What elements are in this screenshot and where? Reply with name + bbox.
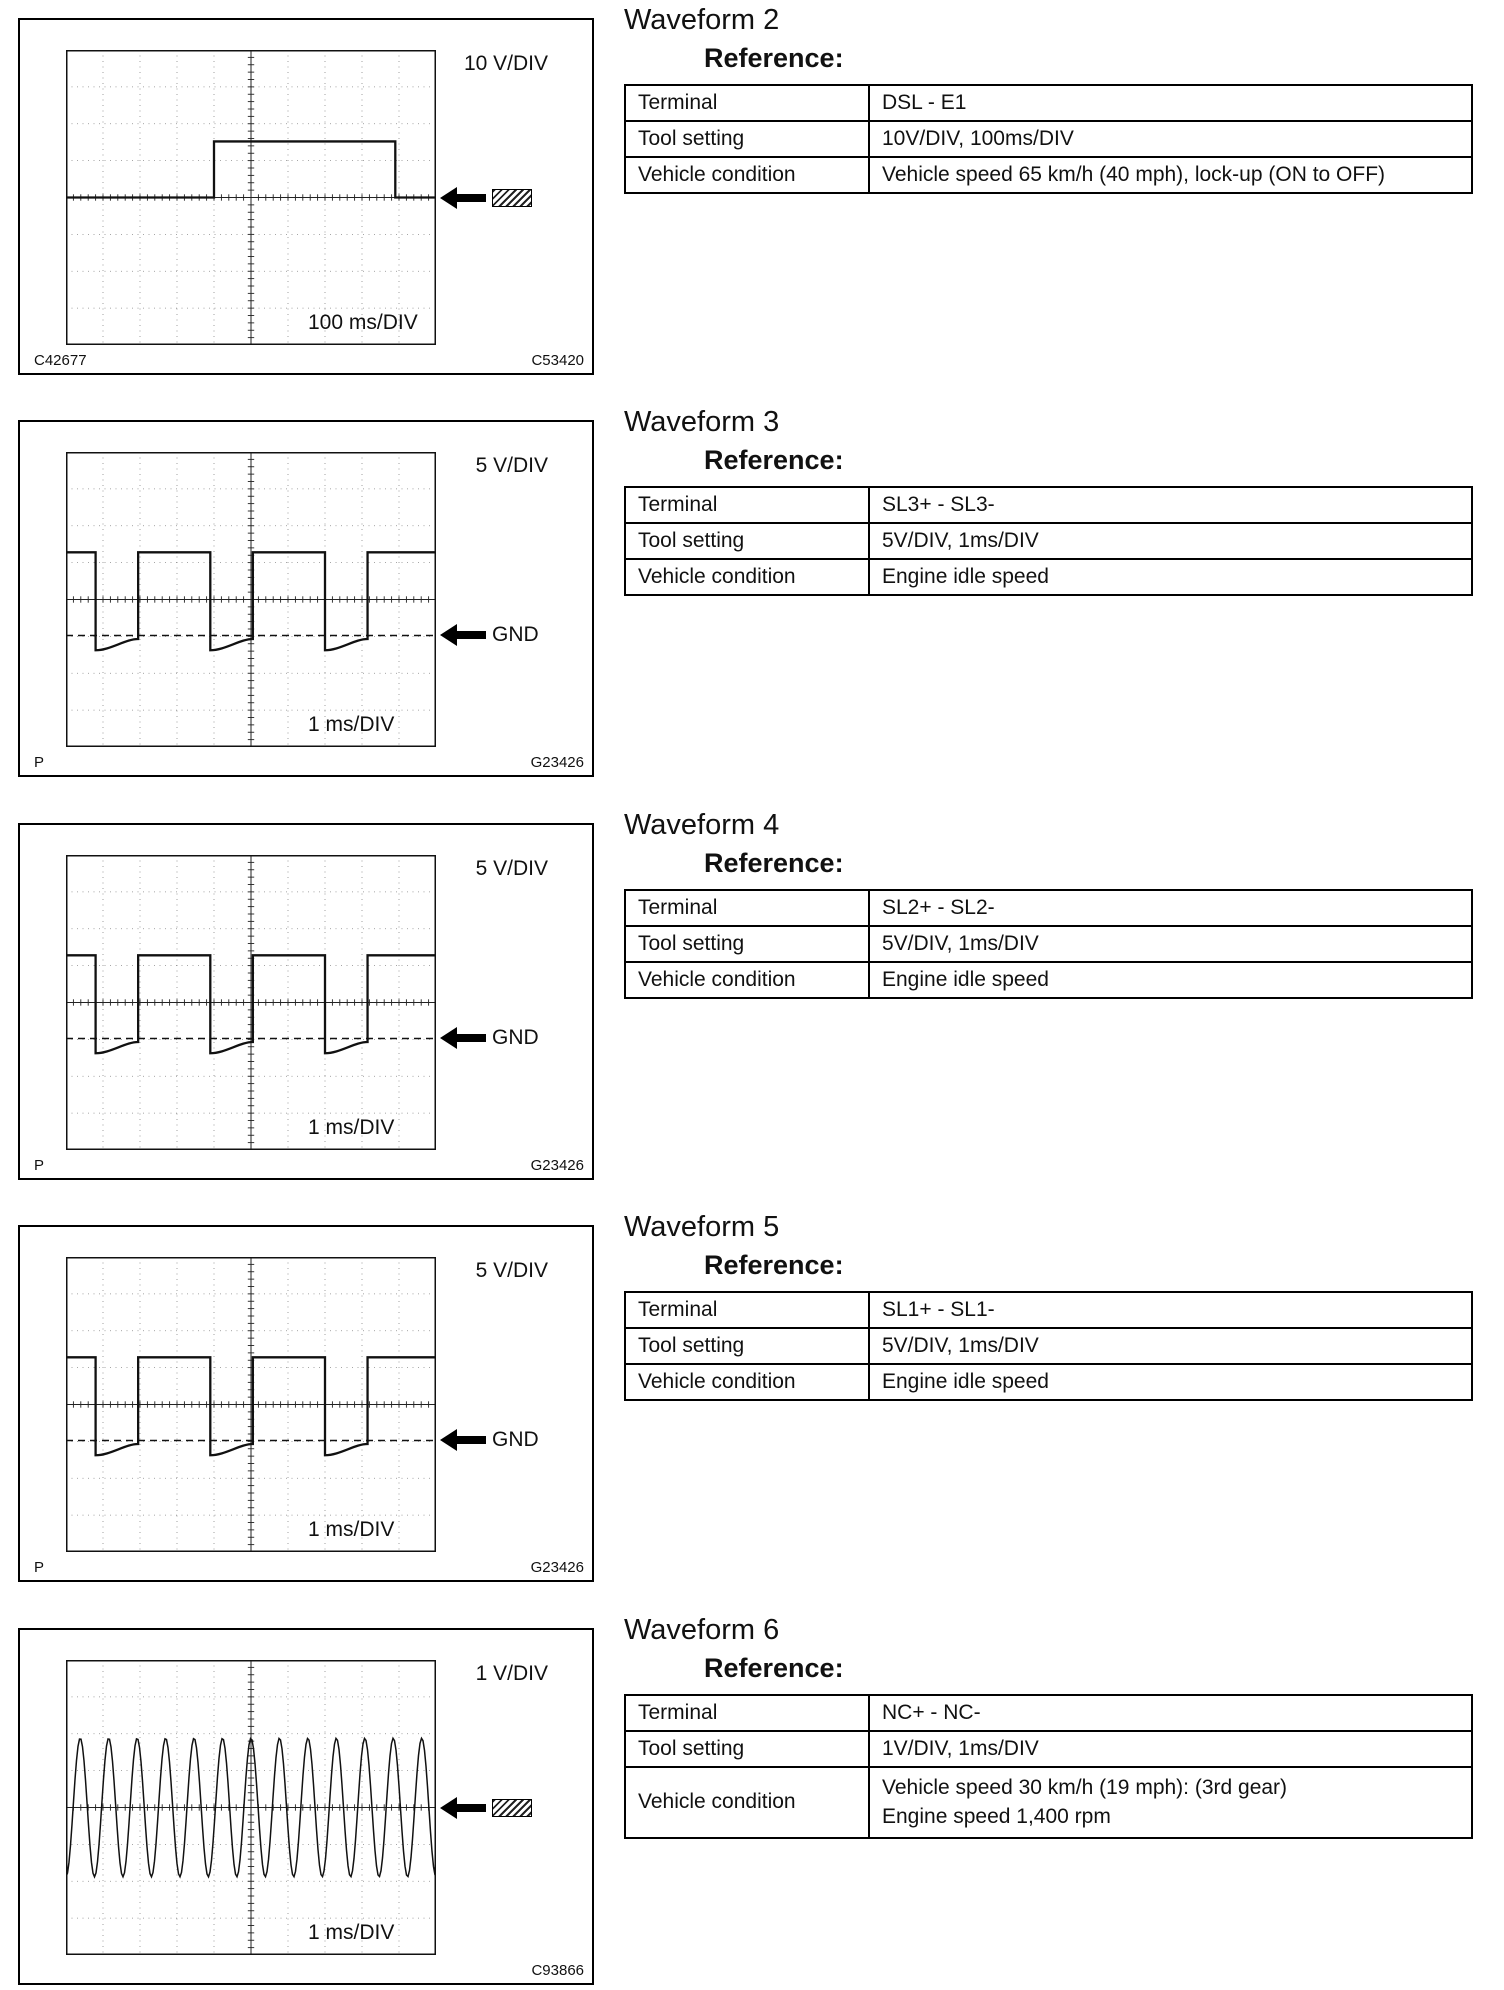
row-label: Vehicle condition bbox=[625, 1767, 869, 1838]
waveform-section bbox=[0, 809, 1504, 1183]
table-row bbox=[625, 157, 1472, 193]
volts-per-div-label: 10 V/DIV bbox=[463, 52, 548, 75]
volts-per-div-label: 5 V/DIV bbox=[475, 1259, 548, 1282]
section-title: Waveform 4 bbox=[624, 809, 780, 841]
table-row bbox=[625, 1731, 1472, 1767]
signal-level-pointer bbox=[440, 623, 539, 647]
row-label: Terminal bbox=[625, 85, 869, 121]
row-value: Engine idle speed bbox=[869, 1364, 1472, 1400]
volts-per-div-label: 1 V/DIV bbox=[475, 1662, 548, 1685]
section-info bbox=[624, 1614, 1473, 1839]
table-row bbox=[625, 926, 1472, 962]
row-value: SL1+ - SL1- bbox=[869, 1292, 1472, 1328]
reference-heading: Reference: bbox=[704, 1653, 844, 1683]
section-info bbox=[624, 1211, 1473, 1401]
scope-grid bbox=[66, 1257, 436, 1552]
volts-per-div-label: 5 V/DIV bbox=[475, 454, 548, 477]
section-info bbox=[624, 809, 1473, 999]
row-value-line-2: Engine speed 1,400 rpm bbox=[882, 1805, 1111, 1829]
table-row bbox=[625, 1364, 1472, 1400]
row-value: SL2+ - SL2- bbox=[869, 890, 1472, 926]
row-label: Terminal bbox=[625, 1695, 869, 1731]
row-value: Vehicle speed 65 km/h (40 mph), lock-up (ON to OFF) bbox=[869, 157, 1472, 193]
left-arrow-icon bbox=[440, 623, 486, 647]
figure-code-left: P bbox=[34, 1559, 45, 1576]
figure-code-right: G23426 bbox=[530, 754, 584, 771]
row-label: Tool setting bbox=[625, 1328, 869, 1364]
left-arrow-icon bbox=[440, 1796, 486, 1820]
row-value: 1V/DIV, 1ms/DIV bbox=[869, 1731, 1472, 1767]
row-value: 5V/DIV, 1ms/DIV bbox=[869, 523, 1472, 559]
left-arrow-icon bbox=[440, 186, 486, 210]
signal-level-pointer bbox=[440, 1428, 539, 1452]
time-per-div-label: 1 ms/DIV bbox=[308, 713, 395, 736]
figure-code-right: C53420 bbox=[531, 352, 584, 369]
section-title: Waveform 2 bbox=[624, 4, 780, 36]
row-label: Vehicle condition bbox=[625, 1364, 869, 1400]
row-value: 5V/DIV, 1ms/DIV bbox=[869, 926, 1472, 962]
section-title: Waveform 3 bbox=[624, 406, 780, 438]
section-info bbox=[624, 4, 1473, 194]
row-value-line-1: Vehicle speed 30 km/h (19 mph): (3rd gear) bbox=[882, 1776, 1288, 1799]
row-label: Tool setting bbox=[625, 926, 869, 962]
section-info bbox=[624, 406, 1473, 596]
reference-table bbox=[624, 486, 1473, 596]
oscilloscope-figure bbox=[18, 1225, 594, 1582]
signal-level-pointer bbox=[440, 1026, 539, 1050]
table-row bbox=[625, 962, 1472, 998]
row-label: Vehicle condition bbox=[625, 157, 869, 193]
row-value: NC+ - NC- bbox=[869, 1695, 1472, 1731]
gnd-label: GND bbox=[492, 1026, 539, 1050]
table-row bbox=[625, 1695, 1472, 1731]
row-label: Vehicle condition bbox=[625, 559, 869, 595]
oscilloscope-figure bbox=[18, 18, 594, 375]
reference-table bbox=[624, 1694, 1473, 1839]
reference-heading: Reference: bbox=[704, 445, 844, 475]
row-label: Terminal bbox=[625, 890, 869, 926]
scope-grid bbox=[66, 855, 436, 1150]
scope-grid bbox=[66, 1660, 436, 1955]
row-label: Tool setting bbox=[625, 1731, 869, 1767]
volts-per-div-label: 5 V/DIV bbox=[475, 857, 548, 880]
figure-code-left: P bbox=[34, 754, 45, 771]
row-label: Vehicle condition bbox=[625, 962, 869, 998]
time-per-div-label: 1 ms/DIV bbox=[308, 1116, 395, 1139]
row-value: Engine idle speed bbox=[869, 962, 1472, 998]
reference-table bbox=[624, 889, 1473, 999]
waveform-section bbox=[0, 406, 1504, 780]
time-per-div-label: 1 ms/DIV bbox=[308, 1518, 395, 1541]
waveform-section bbox=[0, 4, 1504, 378]
signal-level-pointer bbox=[440, 1796, 538, 1820]
reference-heading: Reference: bbox=[704, 1250, 844, 1280]
reference-heading: Reference: bbox=[704, 848, 844, 878]
signal-level-pointer bbox=[440, 186, 538, 210]
table-row bbox=[625, 121, 1472, 157]
figure-code-right: G23426 bbox=[530, 1559, 584, 1576]
oscilloscope-figure bbox=[18, 420, 594, 777]
table-row bbox=[625, 487, 1472, 523]
row-value: DSL - E1 bbox=[869, 85, 1472, 121]
scope-grid bbox=[66, 50, 436, 345]
figure-code-left: C42677 bbox=[34, 352, 87, 369]
section-title: Waveform 5 bbox=[624, 1211, 780, 1243]
table-row bbox=[625, 890, 1472, 926]
left-arrow-icon bbox=[440, 1428, 486, 1452]
hatched-marker bbox=[492, 189, 532, 207]
row-label: Tool setting bbox=[625, 523, 869, 559]
section-title: Waveform 6 bbox=[624, 1614, 780, 1646]
waveform-section bbox=[0, 1211, 1504, 1585]
reference-heading: Reference: bbox=[704, 43, 844, 73]
figure-code-left: P bbox=[34, 1157, 45, 1174]
left-arrow-icon bbox=[440, 1026, 486, 1050]
oscilloscope-figure bbox=[18, 1628, 594, 1985]
row-value: SL3+ - SL3- bbox=[869, 487, 1472, 523]
table-row bbox=[625, 1292, 1472, 1328]
scope-grid bbox=[66, 452, 436, 747]
waveform-section bbox=[0, 1614, 1504, 1988]
hatched-marker bbox=[492, 1799, 532, 1817]
table-row bbox=[625, 559, 1472, 595]
time-per-div-label: 100 ms/DIV bbox=[308, 311, 418, 334]
gnd-label: GND bbox=[492, 623, 539, 647]
reference-table bbox=[624, 1291, 1473, 1401]
table-row bbox=[625, 523, 1472, 559]
figure-code-right: G23426 bbox=[530, 1157, 584, 1174]
row-value: 5V/DIV, 1ms/DIV bbox=[869, 1328, 1472, 1364]
table-row bbox=[625, 85, 1472, 121]
row-value: Engine idle speed bbox=[869, 559, 1472, 595]
table-row bbox=[625, 1328, 1472, 1364]
row-value: 10V/DIV, 100ms/DIV bbox=[869, 121, 1472, 157]
reference-table bbox=[624, 84, 1473, 194]
table-row bbox=[625, 1767, 1472, 1838]
row-label: Terminal bbox=[625, 1292, 869, 1328]
figure-code-right: C93866 bbox=[531, 1962, 584, 1979]
row-label: Terminal bbox=[625, 487, 869, 523]
row-label: Tool setting bbox=[625, 121, 869, 157]
row-value-multiline bbox=[869, 1767, 1472, 1838]
gnd-label: GND bbox=[492, 1428, 539, 1452]
oscilloscope-figure bbox=[18, 823, 594, 1180]
time-per-div-label: 1 ms/DIV bbox=[308, 1921, 395, 1944]
